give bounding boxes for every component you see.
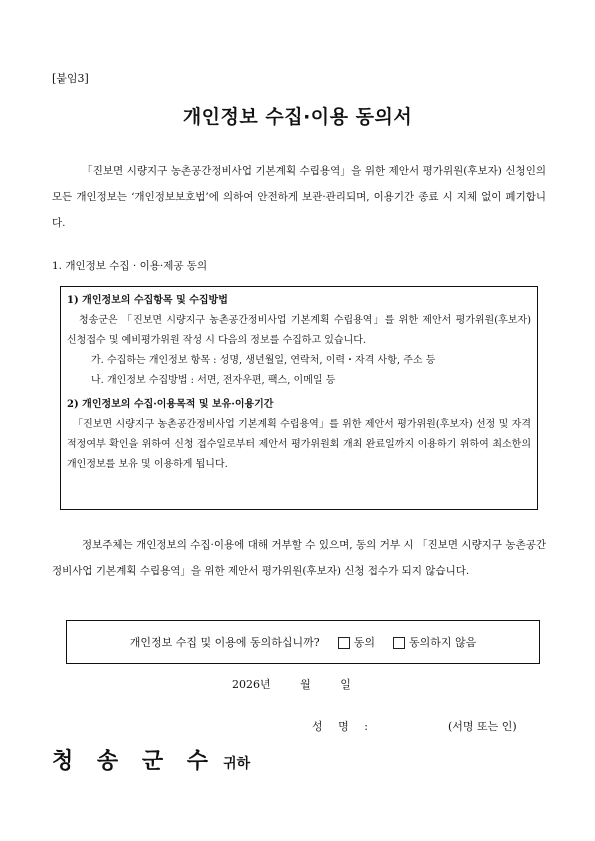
item-1-heading: 1) 개인정보의 수집항목 및 수집방법 bbox=[67, 295, 228, 306]
recipient-name: 청 송 군 수 bbox=[52, 748, 216, 774]
item-1-b: 나. 개인정보 수집방법 : 서면, 전자우편, 팩스, 이메일 등 bbox=[91, 375, 336, 386]
intro-paragraph: 「진보면 시량지구 농촌공간정비사업 기본계획 수립용역」을 위한 제안서 평가위원(후보자) 신청인의 모든 개인정보는 ‘개인정보보호법’에 의하여 안전하게 보관·관리되며, 이용기간 종료 시 지체 없이 폐기합니다. bbox=[52, 165, 546, 229]
attachment-label: [붙임3] bbox=[52, 72, 89, 85]
date-day: 일 bbox=[340, 678, 351, 691]
disagree-checkbox[interactable] bbox=[393, 637, 405, 649]
consent-box bbox=[66, 620, 540, 664]
consent-question: 개인정보 수집 및 이용에 동의하십니까? bbox=[129, 636, 320, 649]
item-1-a: 가. 수집하는 개인정보 항목 : 성명, 생년월일, 연락처, 이력・자격 사항, 주소 등 bbox=[91, 355, 436, 366]
agree-checkbox[interactable] bbox=[338, 637, 350, 649]
collection-details-box bbox=[60, 286, 538, 510]
item-2-body: 「진보면 시량지구 농촌공간정비사업 기본계획 수립용역」를 위한 제안서 평가위원(후보자) 선정 및 자격적정여부 확인을 위하여 신청 접수일로부터 제안서 평가위원회 개최 완료일까지 이용하기 위하여 최소한의 개인정보를 보유 및 이용하게 됩니다. bbox=[67, 419, 531, 470]
item-2-heading: 2) 개인정보의 수집·이용목적 및 보유·이용기간 bbox=[67, 399, 274, 410]
signature-note: (서명 또는 인) bbox=[448, 720, 517, 733]
item-1-body: 청송군은 「진보면 시량지구 농촌공간정비사업 기본계획 수립용역」를 위한 제안서 평가위원(후보자) 신청접수 및 예비평가위원 작성 시 다음의 정보를 수집하고 있습니다. bbox=[67, 315, 531, 346]
section-1-title: 1. 개인정보 수집 · 이용·제공 동의 bbox=[52, 260, 208, 272]
refusal-notice: 정보주체는 개인정보의 수집·이용에 대해 거부할 수 있으며, 동의 거부 시 「진보면 시량지구 농촌공간정비사업 기본계획 수립용역」을 위한 제안서 평가위원(후보자) 신청 접수가 되지 않습니다. bbox=[52, 539, 546, 577]
page-title: 개인정보 수집·이용 동의서 bbox=[182, 106, 413, 128]
recipient-suffix: 귀하 bbox=[223, 756, 251, 772]
agree-label: 동의 bbox=[353, 636, 375, 649]
recipient bbox=[52, 744, 250, 775]
date-line bbox=[232, 676, 373, 692]
date-month: 월 bbox=[300, 678, 311, 691]
disagree-label: 동의하지 않음 bbox=[408, 636, 477, 649]
signature-label: 성 명 : bbox=[312, 720, 374, 733]
date-year: 2026년 bbox=[232, 678, 271, 691]
